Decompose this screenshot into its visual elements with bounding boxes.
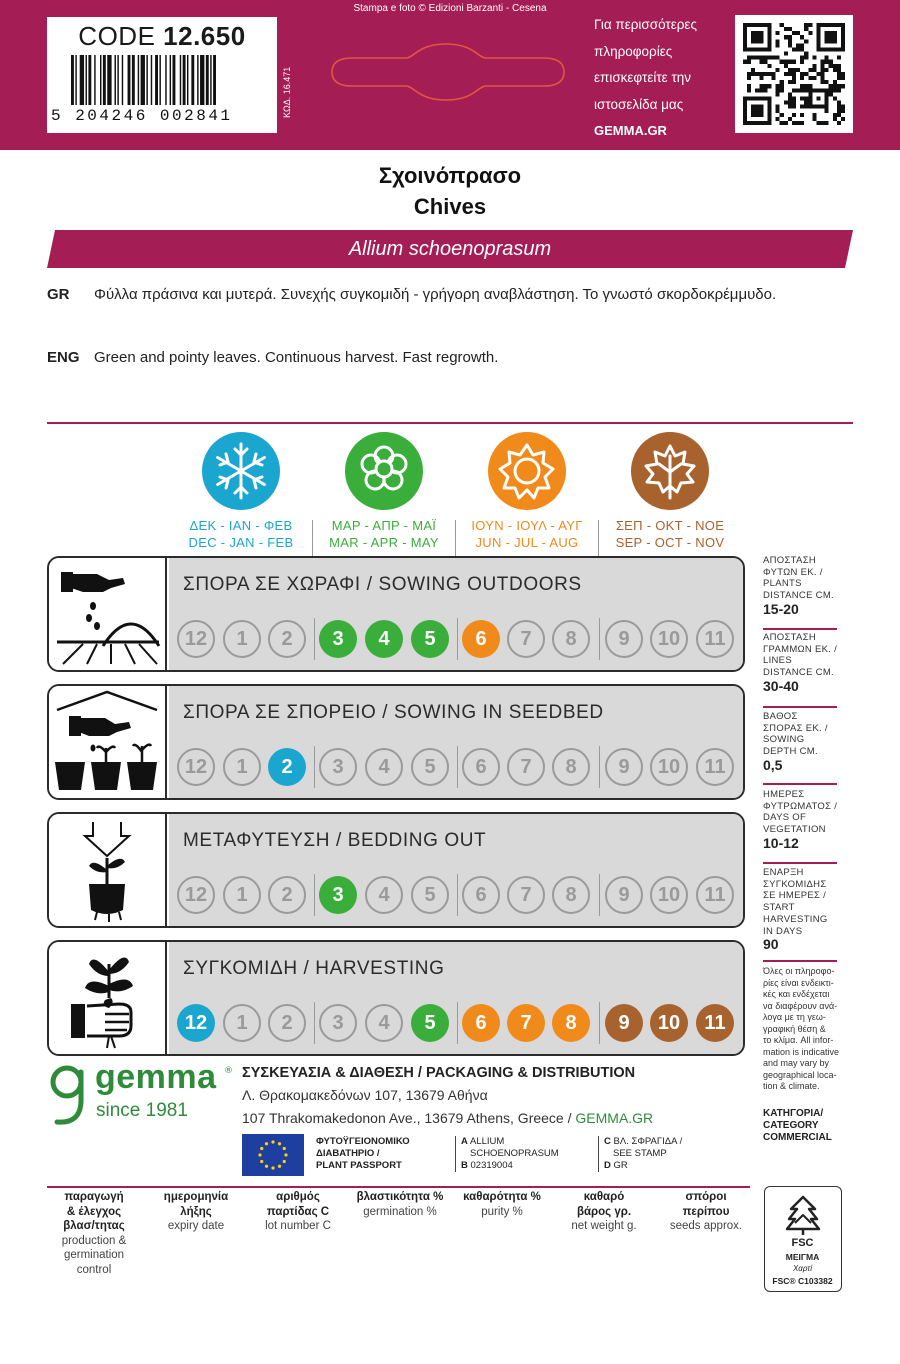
seedbed-icon — [49, 686, 167, 798]
category-line: ΚΑΤΗΓΟΡΙΑ/ — [763, 1108, 824, 1119]
info-line: ιστοσελίδα μας — [594, 96, 684, 112]
spec-item — [763, 789, 843, 850]
seedling-icon — [49, 814, 167, 926]
month-marker: 4 — [365, 876, 403, 914]
passport-line: PLANT PASSPORT — [316, 1160, 402, 1171]
month-marker-active: 3 — [319, 620, 357, 658]
calendar-row-sowing-outdoors — [47, 556, 745, 672]
month-marker: 5 — [411, 748, 449, 786]
info-line: επισκεφτείτε την — [594, 70, 692, 85]
season-months-greek: ΙΟΥΝ - ΙΟΥΛ - ΑΥΓ — [471, 518, 583, 533]
month-marker: 8 — [552, 876, 590, 914]
month-marker: 1 — [223, 1004, 261, 1042]
barcode-digits: 5 204246 002841 — [51, 107, 233, 125]
passport-line: A ALLIUM — [461, 1136, 505, 1147]
brand-name: gemma — [95, 1058, 217, 1096]
month-marker: 4 — [365, 1004, 403, 1042]
column-label-greek: παραγωγή — [64, 1191, 124, 1203]
month-marker: 9 — [605, 748, 643, 786]
month-marker-active: 12 — [177, 1004, 215, 1042]
address-english — [242, 1110, 653, 1126]
note-line: ρίες είναι ενδεικτι- — [763, 977, 834, 988]
website-link[interactable]: GEMMA.GR — [594, 123, 667, 138]
note-line: tion & climate. — [763, 1081, 820, 1091]
category-line: COMMERCIAL — [763, 1132, 832, 1143]
month-marker-active: 8 — [552, 1004, 590, 1042]
month-marker: 11 — [696, 876, 734, 914]
calendar-row-sowing-seedbed — [47, 684, 745, 800]
spec-label-line: DEPTH CM. — [763, 746, 818, 758]
calendar-row-title: ΣΥΓΚΟΜΙΔΗ / HARVESTING — [183, 958, 445, 979]
month-marker: 10 — [650, 748, 688, 786]
note-line: να διαφέρουν ανά- — [763, 1000, 838, 1011]
note-line: mation is indicative — [763, 1046, 840, 1057]
category-label — [763, 1108, 853, 1144]
fsc-brand: FSC — [791, 1237, 814, 1249]
product-name-greek: Σχοινόπρασο — [378, 163, 522, 188]
month-marker: 12 — [177, 748, 215, 786]
note-line: γραφική θέση & — [763, 1023, 826, 1034]
code-label-box — [47, 17, 277, 133]
more-info-text — [594, 12, 734, 145]
month-marker-active: 4 — [365, 620, 403, 658]
column-label-english: germination — [63, 1249, 125, 1261]
lot-info-column — [47, 1190, 141, 1277]
season-group-divider — [599, 618, 600, 660]
print-credit: Stampa e foto © Edizioni Barzanti - Cesena — [353, 3, 547, 14]
lot-info-column — [659, 1190, 753, 1234]
season-spring — [313, 432, 455, 556]
month-marker-active: 5 — [411, 620, 449, 658]
spec-divider — [763, 706, 837, 708]
column-label-english: germination % — [363, 1205, 437, 1218]
season-summer — [456, 432, 598, 556]
spec-divider — [763, 628, 837, 630]
spec-divider — [763, 960, 837, 962]
category-line: CATEGORY — [763, 1120, 819, 1131]
spec-label-line: ΣΥΓΚΟΜΙΔΗΣ — [763, 878, 827, 890]
spec-label-line: START — [763, 902, 795, 914]
season-group-divider — [457, 874, 458, 916]
season-autumn — [599, 432, 741, 556]
month-marker-active: 9 — [605, 1004, 643, 1042]
address-greek: Λ. Θρακομακεδόνων 107, 13679 Αθήνα — [242, 1087, 488, 1103]
spec-label-line: ΕΝΑΡΞΗ — [763, 867, 804, 878]
spec-value: 90 — [763, 936, 779, 953]
product-name-english: Chives — [413, 194, 487, 219]
calendar-row-harvesting — [47, 940, 745, 1056]
fsc-label — [764, 1186, 842, 1292]
passport-line: B 02319004 — [461, 1160, 513, 1171]
harvest-hand-icon — [49, 942, 167, 1054]
season-months-greek: ΔΕΚ - ΙΑΝ - ΦΕΒ — [189, 518, 293, 533]
month-marker: 3 — [319, 1004, 357, 1042]
spec-label-line: SOWING — [763, 734, 805, 746]
spec-label-line: ΑΠΟΣΤΑΣΗ — [763, 632, 817, 643]
month-marker: 7 — [507, 876, 545, 914]
spec-label-line: DISTANCE CM. — [763, 590, 834, 602]
passport-line: C ΒΛ. ΣΦΡΑΓΙΔΑ / — [604, 1136, 683, 1147]
month-marker-active: 6 — [462, 1004, 500, 1042]
month-marker: 8 — [552, 748, 590, 786]
column-label-greek: βλαστικότητα % — [356, 1191, 444, 1203]
column-label-english: control — [76, 1263, 112, 1276]
spec-label-line: ΣΠΟΡΑΣ ΕΚ. / — [763, 722, 828, 734]
month-marker: 5 — [411, 876, 449, 914]
calendar-body — [169, 942, 745, 1054]
column-label-english: seeds approx. — [669, 1220, 743, 1232]
note-line: λογα με τη γεω- — [763, 1012, 826, 1022]
sun-icon — [488, 432, 566, 510]
calendar-row-title: ΣΠΟΡΑ ΣΕ ΣΠΟΡΕΙΟ / SOWING IN SEEDBED — [183, 702, 604, 723]
plant-passport-cd — [598, 1136, 682, 1172]
season-group-divider — [314, 618, 315, 660]
season-group-divider — [314, 874, 315, 916]
month-marker-active: 10 — [650, 1004, 688, 1042]
calendar-body — [169, 558, 745, 670]
info-line: πληροφορίες — [594, 43, 673, 59]
month-marker: 7 — [507, 748, 545, 786]
season-months-english: DEC - JAN - FEB — [188, 535, 294, 550]
month-marker-active: 2 — [268, 748, 306, 786]
calendar-body — [169, 814, 745, 926]
spec-divider — [763, 783, 837, 785]
spec-label-line: ΣΕ ΗΜΕΡΕΣ / — [763, 890, 827, 902]
spec-item — [763, 555, 843, 616]
trademark-symbol: ® — [224, 1066, 233, 1076]
description-greek — [47, 285, 847, 329]
note-line: and may vary by — [763, 1058, 830, 1068]
month-marker-active: 6 — [462, 620, 500, 658]
season-group-divider — [457, 1002, 458, 1044]
eu-flag-icon — [242, 1134, 304, 1176]
column-label-greek: καθαρότητα % — [463, 1191, 541, 1203]
lot-info-column — [557, 1190, 651, 1234]
spec-label-line: IN DAYS — [763, 925, 803, 937]
address-text: 107 Thrakomakedonon Ave., 13679 Athens, Greece / — [242, 1110, 576, 1126]
passport-line: SEE STAMP — [613, 1148, 667, 1159]
month-marker: 2 — [268, 1004, 306, 1042]
spec-label-line: DAYS OF — [763, 812, 807, 824]
note-line: Όλες οι πληροφο- — [763, 966, 835, 976]
month-marker: 10 — [650, 620, 688, 658]
column-label-english: expiry date — [167, 1220, 225, 1232]
month-marker: 8 — [552, 620, 590, 658]
lang-code: GR — [47, 286, 70, 303]
spec-label-line: ΦΥΤΡΩΜΑΤΟΣ / — [763, 800, 838, 812]
note-line: το κλίμα. All infor- — [763, 1035, 834, 1045]
season-months-english: SEP - OCT - NOV — [615, 535, 725, 550]
bottom-divider — [47, 1186, 750, 1188]
calendar-body — [169, 686, 745, 798]
month-marker: 10 — [650, 876, 688, 914]
season-months-greek: ΜΑΡ - ΑΠΡ - ΜΑΪ — [331, 518, 437, 533]
month-marker: 12 — [177, 620, 215, 658]
column-label-greek: βάρος γρ. — [576, 1205, 632, 1218]
column-label-english: purity % — [481, 1205, 523, 1218]
spec-label-line: ΦΥΤΩΝ ΕΚ. / — [763, 566, 823, 578]
spec-value: 10-12 — [763, 834, 799, 851]
spec-label-line: DISTANCE CM. — [763, 667, 834, 679]
column-label-greek: βλασ/τητας — [63, 1220, 125, 1232]
spec-label-line: PLANTS — [763, 578, 802, 590]
note-line: κές και ενδέχεται — [763, 989, 830, 999]
spec-label-line: ΗΜΕΡΕΣ — [763, 789, 805, 800]
season-group-divider — [314, 1002, 315, 1044]
month-marker: 11 — [696, 620, 734, 658]
month-marker: 1 — [223, 876, 261, 914]
month-marker: 6 — [462, 876, 500, 914]
snowflake-icon — [202, 432, 280, 510]
packaging-title: ΣΥΣΚΕΥΑΣΙΑ & ΔΙΑΘΕΣΗ / PACKAGING & DISTRIBUTION — [242, 1065, 636, 1081]
month-marker: 11 — [696, 748, 734, 786]
column-label-greek: παρτίδας C — [266, 1205, 330, 1218]
lot-info-column — [353, 1190, 447, 1219]
description-text: Green and pointy leaves. Continuous harvest. Fast regrowth. — [94, 349, 499, 366]
column-label-english: production & — [61, 1234, 127, 1247]
season-group-divider — [314, 746, 315, 788]
gemma-logo-icon — [47, 1064, 87, 1128]
kod-number: ΚΩΔ. 16.471 — [282, 66, 292, 118]
month-marker: 9 — [605, 620, 643, 658]
spec-value: 30-40 — [763, 677, 799, 694]
spec-label-line: ΑΠΟΣΤΑΣΗ — [763, 555, 817, 566]
month-marker-active: 7 — [507, 1004, 545, 1042]
lot-info-column — [455, 1190, 549, 1219]
season-group-divider — [599, 1002, 600, 1044]
spec-divider — [763, 862, 837, 864]
passport-line: ΦΥΤΟΫΓΕΙΟΝΟΜΙΚΟ — [316, 1136, 410, 1147]
month-marker-active: 5 — [411, 1004, 449, 1042]
spec-label-line: ΓΡΑΜΜΩΝ ΕΚ. / — [763, 643, 838, 655]
info-line: Για περισσότερες — [594, 17, 697, 32]
spec-item — [763, 632, 843, 693]
latin-name: Allium schoenoprasum — [348, 238, 552, 260]
calendar-row-title: ΜΕΤΑΦΥΤΕΥΣΗ / BEDDING OUT — [183, 830, 487, 851]
column-label-greek: καθαρό — [583, 1191, 625, 1203]
month-marker: 7 — [507, 620, 545, 658]
sowing-outdoors-icon — [49, 558, 167, 670]
season-months-english: JUN - JUL - AUG — [475, 535, 579, 550]
spec-label-line: VEGETATION — [763, 824, 826, 836]
passport-line: D GR — [604, 1160, 628, 1171]
passport-line: ΔΙΑΒΑΤΗΡΙΟ / — [316, 1148, 380, 1159]
spec-item — [763, 867, 843, 951]
column-label-greek: σπόροι — [685, 1191, 727, 1203]
hang-hole-outline — [328, 40, 568, 104]
season-group-divider — [599, 746, 600, 788]
month-marker: 6 — [462, 748, 500, 786]
lot-info-column — [149, 1190, 243, 1234]
fsc-license: FSC® C103382 — [772, 1276, 833, 1286]
qr-code-box[interactable] — [735, 15, 853, 133]
season-months-greek: ΣΕΠ - ΟΚΤ - ΝΟΕ — [615, 518, 725, 533]
fsc-line: ΜΕΙΓΜΑ — [785, 1252, 820, 1262]
column-label-english: lot number C — [265, 1220, 331, 1232]
column-label-greek: περίπου — [682, 1205, 730, 1218]
month-marker: 4 — [365, 748, 403, 786]
flower-icon — [345, 432, 423, 510]
month-marker: 12 — [177, 876, 215, 914]
month-marker: 2 — [268, 876, 306, 914]
disclaimer-note — [763, 966, 853, 1093]
month-marker-active: 3 — [319, 876, 357, 914]
spec-label-line: HARVESTING — [763, 913, 828, 925]
calendar-row-bedding-out — [47, 812, 745, 928]
description-english — [47, 348, 847, 370]
month-marker: 3 — [319, 748, 357, 786]
section-divider — [47, 422, 853, 424]
spec-label-line: ΒΑΘΟΣ — [763, 711, 798, 722]
product-code: CODE 12.650 — [78, 21, 246, 51]
column-label-greek: λήξης — [180, 1205, 212, 1218]
brand-since: since 1981 — [96, 1100, 188, 1121]
season-group-divider — [457, 618, 458, 660]
lot-info-column — [251, 1190, 345, 1234]
spec-value: 15-20 — [763, 600, 799, 617]
fsc-tree-icon — [781, 1193, 825, 1237]
season-winter — [170, 432, 312, 556]
plant-passport-label — [312, 1136, 410, 1172]
note-line: geographical loca- — [763, 1069, 837, 1080]
leaf-icon — [631, 432, 709, 510]
month-marker: 1 — [223, 620, 261, 658]
month-marker: 2 — [268, 620, 306, 658]
spec-label-line: LINES — [763, 655, 792, 667]
month-marker: 1 — [223, 748, 261, 786]
month-marker-active: 11 — [696, 1004, 734, 1042]
spec-value: 0,5 — [763, 756, 783, 773]
passport-line: SCHOENOPRASUM — [470, 1148, 559, 1159]
description-text: Φύλλα πράσινα και μυτερά. Συνεχής συγκομιδή - γρήγορη αναβλάστηση. Το γνωστό σκορδοκρέμμυδο. — [94, 286, 777, 303]
fsc-line: Χαρτί — [792, 1264, 813, 1273]
spec-item — [763, 711, 843, 772]
header-band — [0, 0, 900, 150]
plant-passport-ab — [455, 1136, 559, 1172]
qr-code-icon — [743, 23, 845, 125]
lang-code: ENG — [47, 349, 80, 366]
month-marker: 9 — [605, 876, 643, 914]
season-group-divider — [457, 746, 458, 788]
column-label-english: net weight g. — [571, 1220, 637, 1232]
column-label-greek: αριθμός — [276, 1191, 320, 1203]
calendar-row-title: ΣΠΟΡΑ ΣΕ ΧΩΡΑΦΙ / SOWING OUTDOORS — [183, 574, 582, 595]
season-months-english: MAR - APR - MAY — [329, 535, 439, 550]
website-link[interactable]: GEMMA.GR — [575, 1110, 654, 1126]
season-group-divider — [599, 874, 600, 916]
column-label-greek: ημερομηνία — [163, 1191, 229, 1203]
column-label-greek: & έλεγχος — [66, 1205, 122, 1218]
